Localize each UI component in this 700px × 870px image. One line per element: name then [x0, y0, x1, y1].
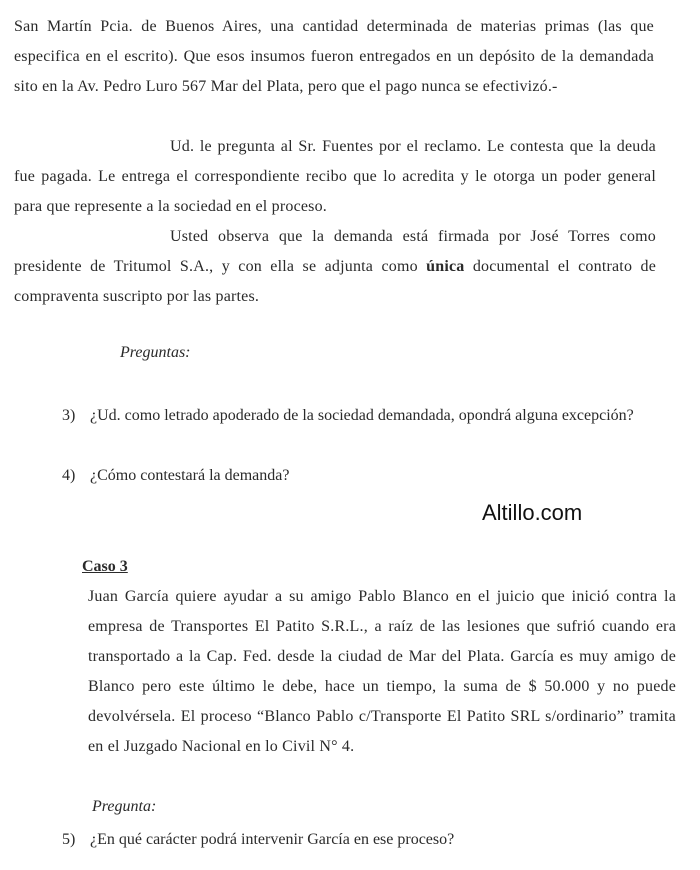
paragraph-demanda-start: Usted observa que la demanda está firmada por José Torres como presidente de Tritumol S.A., y con ella se adjunta como [14, 228, 656, 275]
question-3 [62, 400, 668, 432]
paragraph-demanda-bold-word: única [426, 258, 465, 275]
pregunta-heading: Pregunta: [92, 798, 157, 815]
question-5 [62, 824, 668, 856]
case-title: Caso 3 [82, 558, 128, 575]
question-number: 4) [62, 467, 76, 484]
paragraph-demanda-end: documental el contrato de compraventa suscripto por las partes. [14, 258, 656, 305]
paragraph-fuentes: Ud. le pregunta al Sr. Fuentes por el reclamo. Le contesta que la deuda fue pagada. Le entrega el correspondiente recibo que lo acredita y le otorga un poder general para que represente a la sociedad en el proceso. [14, 138, 656, 215]
paragraph-intro: San Martín Pcia. de Buenos Aires, una cantidad determinada de materias primas (las que especifica en el escrito). Que esos insumos fueron entregados en un depósito de la demandada sito en la Av. Pedro Luro 567 Mar del Plata, pero que el pago nunca se efectivizó.- [14, 18, 654, 95]
question-text: ¿Cómo contestará la demanda? [90, 467, 290, 484]
case-body: Juan García quiere ayudar a su amigo Pablo Blanco en el juicio que inició contra la empresa de Transportes El Patito S.R.L., a raíz de las lesiones que sufrió cuando era transportado a la Cap. Fed. desde la ciudad de Mar del Plata. García es muy amigo de Blanco pero este último le debe, hace un tiempo, la suma de $ 50.000 y no puede devolvérsela. El proceso “Blanco Pablo c/Transporte El Patito SRL s/ordinario” tramita en el Juzgado Nacional en lo Civil N° 4. [88, 588, 676, 755]
question-4 [62, 460, 668, 492]
preguntas-heading: Preguntas: [120, 344, 191, 361]
paragraph-demanda [14, 222, 656, 312]
watermark-text: Altillo.com [482, 500, 583, 525]
question-number: 3) [62, 407, 76, 424]
question-text: ¿Ud. como letrado apoderado de la sociedad demandada, opondrá alguna excepción? [90, 407, 634, 424]
question-text: ¿En qué carácter podrá intervenir García en ese proceso? [90, 831, 455, 848]
question-number: 5) [62, 831, 76, 848]
